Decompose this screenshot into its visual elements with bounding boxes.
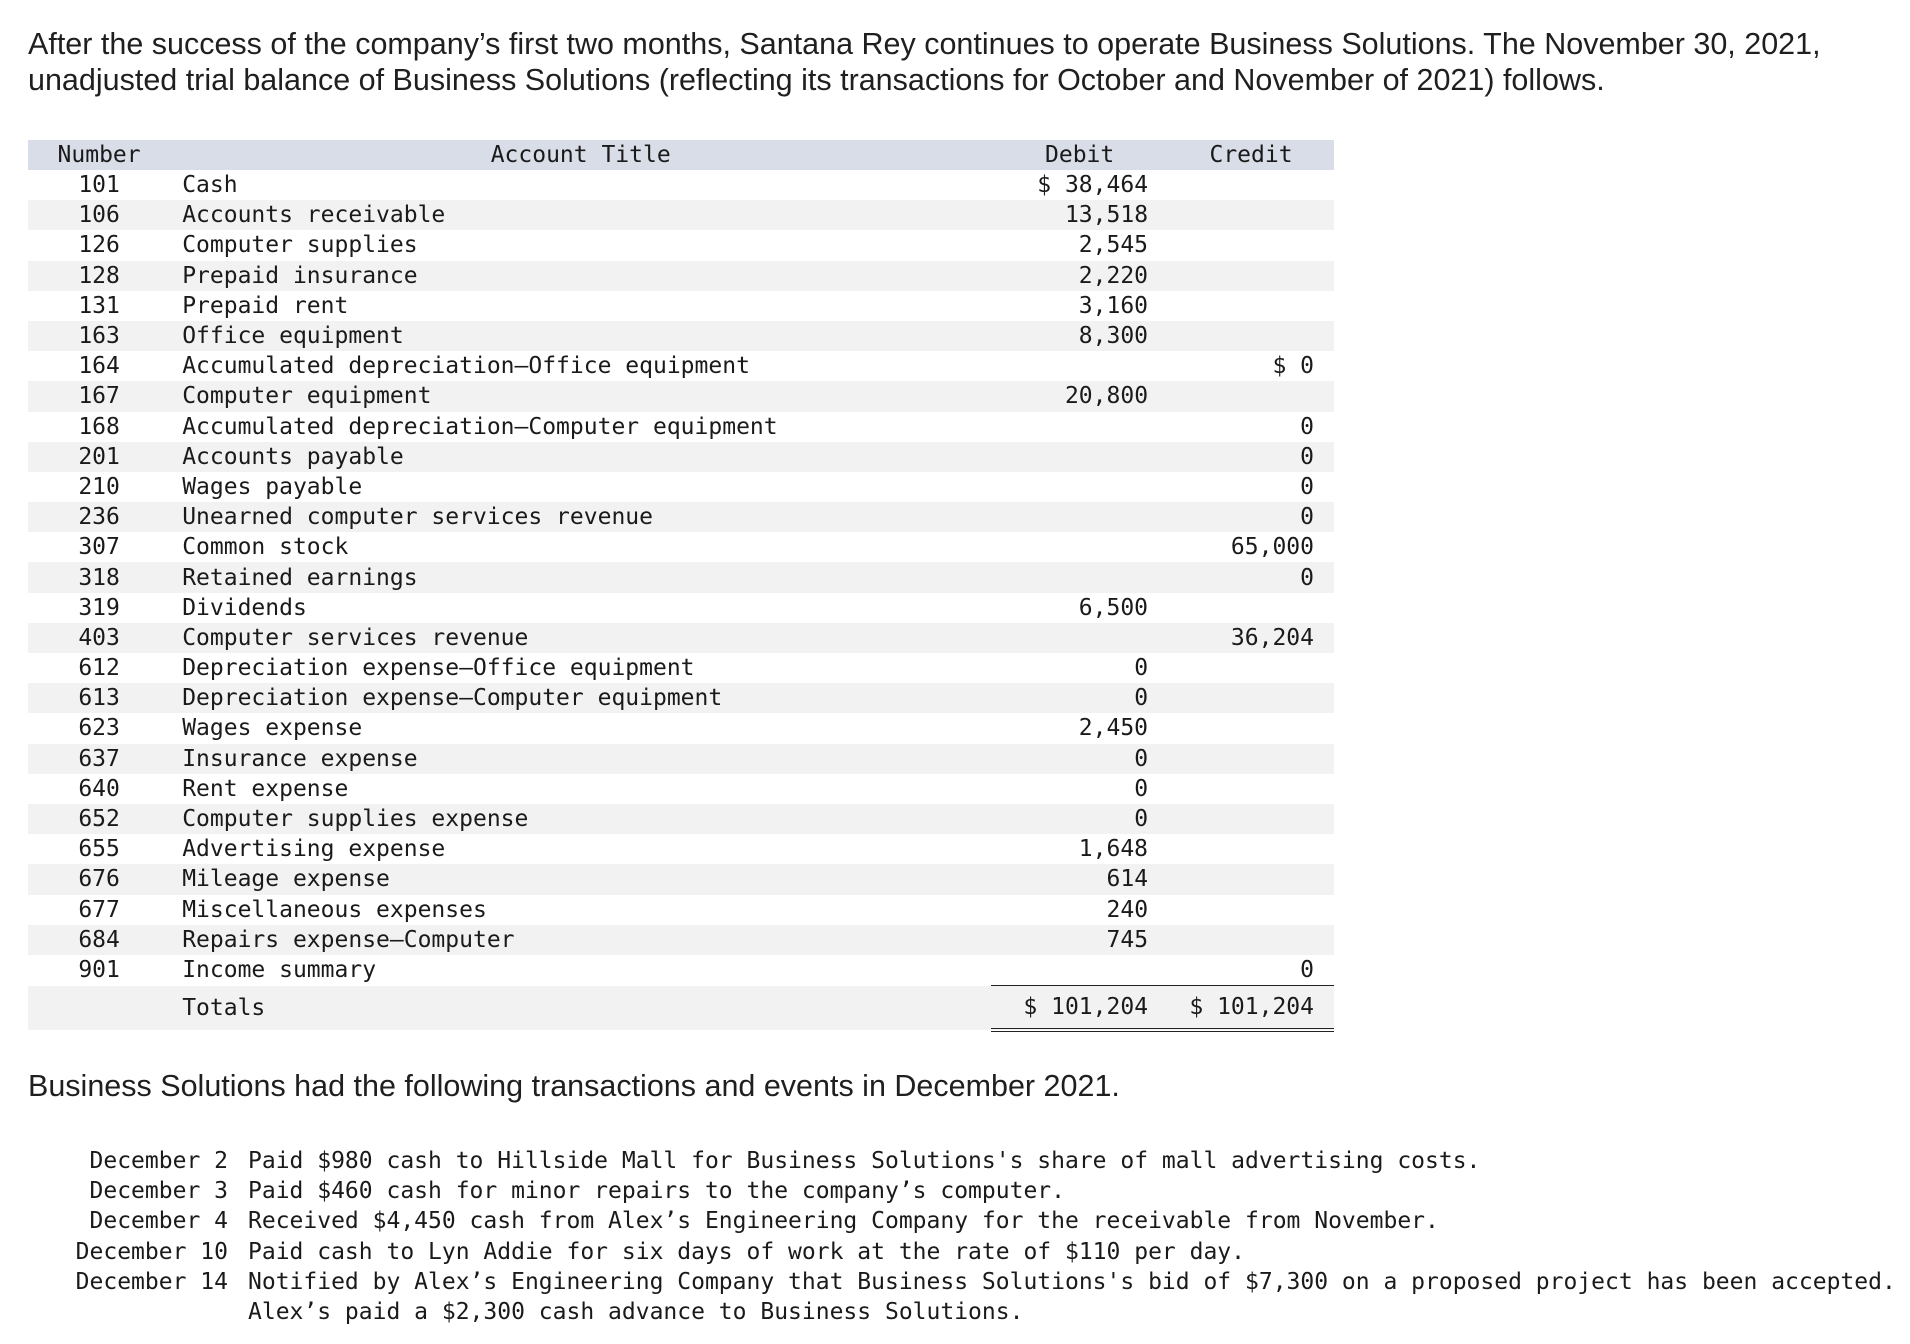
account-title: Dividends xyxy=(170,593,991,623)
account-title: Unearned computer services revenue xyxy=(170,502,991,532)
credit-amount: 0 xyxy=(1168,955,1334,986)
account-number: 167 xyxy=(28,381,170,411)
credit-amount xyxy=(1168,713,1334,743)
debit-amount xyxy=(991,351,1168,381)
table-row xyxy=(28,291,1334,321)
account-number: 640 xyxy=(28,774,170,804)
event-item xyxy=(60,1237,1905,1267)
account-title: Cash xyxy=(170,170,991,200)
credit-amount xyxy=(1168,864,1334,894)
event-description: Paid $980 cash to Hillside Mall for Business Solutions's share of mall advertising costs. xyxy=(248,1148,1481,1174)
debit-amount xyxy=(991,955,1168,986)
table-row xyxy=(28,683,1334,713)
event-item xyxy=(60,1206,1905,1236)
event-date: December 3 xyxy=(89,1178,228,1205)
account-number: 623 xyxy=(28,713,170,743)
credit-amount xyxy=(1168,895,1334,925)
account-number: 637 xyxy=(28,744,170,774)
table-row xyxy=(28,230,1334,260)
table-row xyxy=(28,412,1334,442)
credit-amount xyxy=(1168,683,1334,713)
account-title: Wages expense xyxy=(170,713,991,743)
events-body xyxy=(60,1146,1905,1327)
credit-amount xyxy=(1168,321,1334,351)
table-row xyxy=(28,955,1334,986)
account-title: Depreciation expense—Office equipment xyxy=(170,653,991,683)
totals-blank xyxy=(28,986,170,1031)
account-number: 201 xyxy=(28,442,170,472)
credit-amount: 65,000 xyxy=(1168,532,1334,562)
account-title: Computer services revenue xyxy=(170,623,991,653)
debit-amount: 0 xyxy=(991,653,1168,683)
debit-amount: 614 xyxy=(991,864,1168,894)
event-item xyxy=(60,1176,1905,1206)
header-number: Number xyxy=(28,140,170,170)
table-row xyxy=(28,502,1334,532)
credit-amount xyxy=(1168,653,1334,683)
credit-amount: 0 xyxy=(1168,562,1334,592)
credit-amount: $ 0 xyxy=(1168,351,1334,381)
totals-debit: $ 101,204 xyxy=(991,986,1168,1031)
account-number: 676 xyxy=(28,864,170,894)
credit-amount xyxy=(1168,593,1334,623)
table-row xyxy=(28,774,1334,804)
credit-amount: 0 xyxy=(1168,472,1334,502)
account-title: Accounts payable xyxy=(170,442,991,472)
account-title: Computer equipment xyxy=(170,381,991,411)
debit-amount xyxy=(991,502,1168,532)
debit-amount: 2,450 xyxy=(991,713,1168,743)
table-row xyxy=(28,623,1334,653)
table-row xyxy=(28,321,1334,351)
debit-amount: 3,160 xyxy=(991,291,1168,321)
account-number: 128 xyxy=(28,261,170,291)
table-row xyxy=(28,170,1334,200)
account-title: Accumulated depreciation—Office equipment xyxy=(170,351,991,381)
account-title: Office equipment xyxy=(170,321,991,351)
debit-amount: 0 xyxy=(991,774,1168,804)
totals-label: Totals xyxy=(170,986,991,1031)
account-number: 655 xyxy=(28,834,170,864)
account-title: Prepaid rent xyxy=(170,291,991,321)
debit-amount: 6,500 xyxy=(991,593,1168,623)
table-row xyxy=(28,925,1334,955)
table-row xyxy=(28,653,1334,683)
account-number: 677 xyxy=(28,895,170,925)
account-title: Mileage expense xyxy=(170,864,991,894)
debit-amount: 2,220 xyxy=(991,261,1168,291)
credit-amount xyxy=(1168,744,1334,774)
account-title: Retained earnings xyxy=(170,562,991,592)
account-number: 106 xyxy=(28,200,170,230)
event-date: December 4 xyxy=(89,1208,228,1235)
events-intro: Business Solutions had the following transactions and events in December 2021. xyxy=(28,1069,1120,1103)
table-row xyxy=(28,381,1334,411)
events-list xyxy=(60,1146,1905,1327)
account-title: Rent expense xyxy=(170,774,991,804)
debit-amount xyxy=(991,532,1168,562)
account-number: 101 xyxy=(28,170,170,200)
credit-amount xyxy=(1168,925,1334,955)
account-number: 168 xyxy=(28,412,170,442)
account-number: 684 xyxy=(28,925,170,955)
debit-amount xyxy=(991,442,1168,472)
table-row xyxy=(28,562,1334,592)
account-title: Accumulated depreciation—Computer equipment xyxy=(170,412,991,442)
account-number: 403 xyxy=(28,623,170,653)
table-row xyxy=(28,442,1334,472)
credit-amount xyxy=(1168,804,1334,834)
account-number: 210 xyxy=(28,472,170,502)
header-debit: Debit xyxy=(991,140,1168,170)
account-number: 613 xyxy=(28,683,170,713)
table-row xyxy=(28,713,1334,743)
account-number: 164 xyxy=(28,351,170,381)
table-row xyxy=(28,472,1334,502)
credit-amount: 0 xyxy=(1168,502,1334,532)
debit-amount xyxy=(991,623,1168,653)
debit-amount xyxy=(991,472,1168,502)
account-number: 652 xyxy=(28,804,170,834)
credit-amount xyxy=(1168,230,1334,260)
debit-amount: 240 xyxy=(991,895,1168,925)
table-row xyxy=(28,532,1334,562)
credit-amount xyxy=(1168,200,1334,230)
credit-amount: 36,204 xyxy=(1168,623,1334,653)
account-number: 319 xyxy=(28,593,170,623)
event-date: December 10 xyxy=(75,1238,228,1265)
credit-amount xyxy=(1168,291,1334,321)
account-title: Depreciation expense—Computer equipment xyxy=(170,683,991,713)
table-row xyxy=(28,261,1334,291)
intro-paragraph: After the success of the company’s first two months, Santana Rey continues to operate Business Solutions. The November 30, 2021, unadjusted trial balance of Business Solutions (reflecting its transactions for October and November of 2021) follows. xyxy=(28,27,1821,97)
account-number: 307 xyxy=(28,532,170,562)
header-account-title: Account Title xyxy=(170,140,991,170)
credit-amount: 0 xyxy=(1168,412,1334,442)
account-number: 131 xyxy=(28,291,170,321)
table-row xyxy=(28,895,1334,925)
debit-amount: 745 xyxy=(991,925,1168,955)
account-number: 901 xyxy=(28,955,170,986)
event-description: Notified by Alex’s Engineering Company that Business Solutions's bid of $7,300 on a proposed project has been accepted. Alex’s paid a $2,300 cash advance to Business Solutions. xyxy=(248,1268,1896,1326)
event-date: December 2 xyxy=(89,1148,228,1174)
debit-amount: 8,300 xyxy=(991,321,1168,351)
event-description: Paid $460 cash for minor repairs to the company’s computer. xyxy=(248,1178,1065,1205)
credit-amount xyxy=(1168,774,1334,804)
event-item xyxy=(60,1267,1905,1327)
table-row xyxy=(28,593,1334,623)
event-description: Paid cash to Lyn Addie for six days of work at the rate of $110 per day. xyxy=(248,1238,1245,1265)
account-title: Common stock xyxy=(170,532,991,562)
trial-balance-table xyxy=(28,140,1334,1032)
account-number: 163 xyxy=(28,321,170,351)
table-row xyxy=(28,200,1334,230)
event-description: Received $4,450 cash from Alex’s Engineering Company for the receivable from November. xyxy=(248,1208,1439,1235)
debit-amount: $ 38,464 xyxy=(991,170,1168,200)
event-date: December 14 xyxy=(75,1268,228,1295)
account-title: Miscellaneous expenses xyxy=(170,895,991,925)
debit-amount: 20,800 xyxy=(991,381,1168,411)
account-title: Prepaid insurance xyxy=(170,261,991,291)
credit-amount xyxy=(1168,834,1334,864)
trial-balance-body xyxy=(28,170,1334,1030)
debit-amount: 0 xyxy=(991,804,1168,834)
table-row xyxy=(28,834,1334,864)
credit-amount xyxy=(1168,170,1334,200)
account-number: 612 xyxy=(28,653,170,683)
debit-amount xyxy=(991,412,1168,442)
account-title: Income summary xyxy=(170,955,991,986)
account-title: Advertising expense xyxy=(170,834,991,864)
debit-amount: 0 xyxy=(991,744,1168,774)
account-title: Insurance expense xyxy=(170,744,991,774)
debit-amount: 13,518 xyxy=(991,200,1168,230)
account-title: Computer supplies xyxy=(170,230,991,260)
account-number: 318 xyxy=(28,562,170,592)
credit-amount xyxy=(1168,261,1334,291)
debit-amount: 1,648 xyxy=(991,834,1168,864)
account-title: Wages payable xyxy=(170,472,991,502)
account-number: 236 xyxy=(28,502,170,532)
table-row xyxy=(28,744,1334,774)
credit-amount xyxy=(1168,381,1334,411)
debit-amount: 2,545 xyxy=(991,230,1168,260)
event-item xyxy=(60,1146,1905,1176)
account-title: Repairs expense—Computer xyxy=(170,925,991,955)
account-title: Computer supplies expense xyxy=(170,804,991,834)
trial-balance-header-row xyxy=(28,140,1334,170)
table-row xyxy=(28,351,1334,381)
header-credit: Credit xyxy=(1168,140,1334,170)
credit-amount: 0 xyxy=(1168,442,1334,472)
debit-amount xyxy=(991,562,1168,592)
debit-amount: 0 xyxy=(991,683,1168,713)
account-title: Accounts receivable xyxy=(170,200,991,230)
totals-credit: $ 101,204 xyxy=(1168,986,1334,1031)
account-number: 126 xyxy=(28,230,170,260)
table-row xyxy=(28,804,1334,834)
totals-row xyxy=(28,986,1334,1031)
table-row xyxy=(28,864,1334,894)
